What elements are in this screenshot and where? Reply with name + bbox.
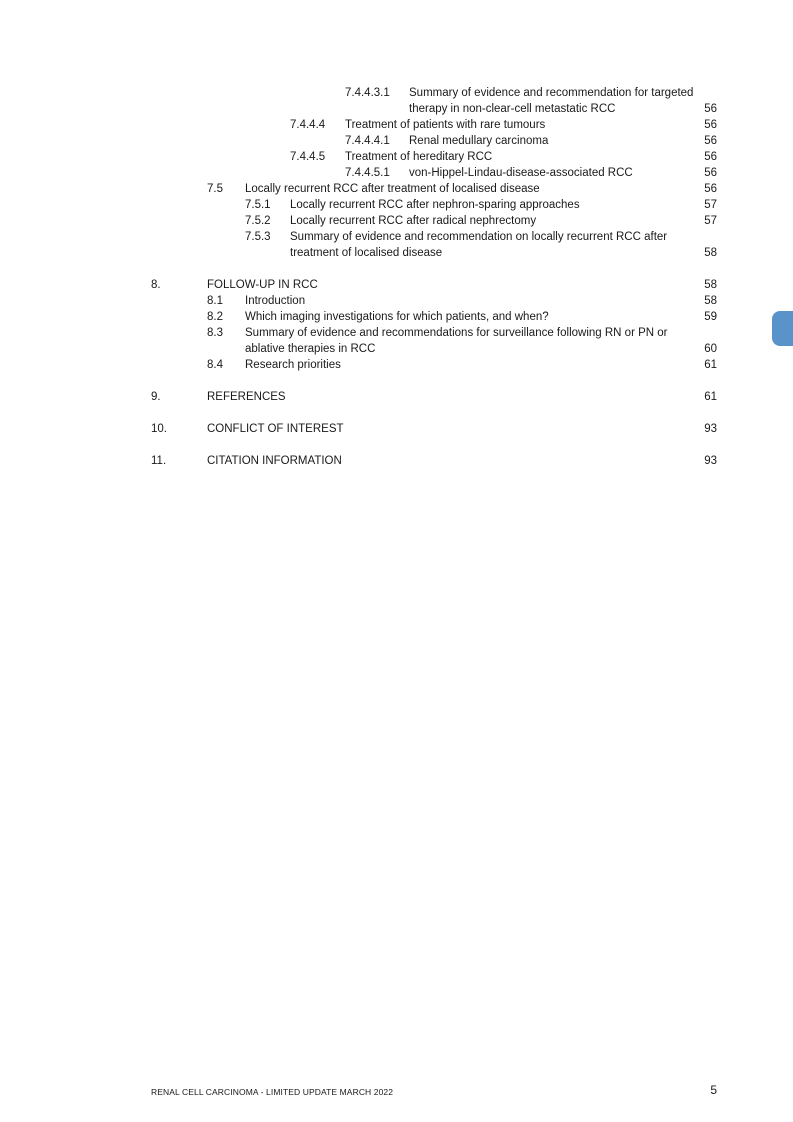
toc-number: 8.2 (207, 311, 223, 323)
toc-entry-link[interactable]: Locally recurrent RCC after radical nephrectomy (290, 215, 537, 227)
toc-number: 7.4.4.5 (290, 151, 326, 163)
footer-page-number: 5 (710, 1083, 717, 1097)
toc-page-number: 58 (704, 247, 717, 259)
toc-page-number: 56 (704, 183, 717, 195)
toc-entry-link[interactable]: ablative therapies in RCC (245, 343, 376, 355)
toc-entry-link[interactable]: Summary of evidence and recommendation on locally recurrent RCC after (290, 231, 668, 243)
section-tab-marker (772, 311, 793, 346)
toc-page-number: 56 (704, 103, 717, 115)
toc-entry-link[interactable]: REFERENCES (207, 391, 286, 403)
toc-number: 7.5.1 (245, 199, 271, 211)
toc-number: 8.1 (207, 295, 223, 307)
toc-page-number: 56 (704, 135, 717, 147)
toc-page-number: 60 (704, 343, 717, 355)
toc-number: 8.4 (207, 359, 223, 371)
toc-number: 9. (151, 391, 161, 403)
toc-page-number: 57 (704, 199, 717, 211)
toc-number: 10. (151, 423, 167, 435)
toc-number: 7.5.3 (245, 231, 271, 243)
toc-page-number: 56 (704, 167, 717, 179)
toc-entry-link[interactable]: Summary of evidence and recommendation for targeted (409, 87, 694, 99)
toc-page-number: 56 (704, 151, 717, 163)
toc-entry-link[interactable]: Locally recurrent RCC after nephron-sparing approaches (290, 199, 580, 211)
toc-number: 7.5.2 (245, 215, 271, 227)
toc-page-number: 56 (704, 119, 717, 131)
toc-entry-link[interactable]: Which imaging investigations for which patients, and when? (245, 311, 549, 323)
toc-number: 7.4.4.3.1 (345, 87, 390, 99)
toc-entry-link[interactable]: Summary of evidence and recommendations for surveillance following RN or PN or (245, 327, 668, 339)
toc-number: 7.5 (207, 183, 223, 195)
toc-entry-link[interactable]: Treatment of patients with rare tumours (345, 119, 546, 131)
toc-page-number: 61 (704, 359, 717, 371)
toc-number: 7.4.4.5.1 (345, 167, 390, 179)
toc-page-number: 58 (704, 295, 717, 307)
toc-entry-link[interactable]: treatment of localised disease (290, 247, 443, 259)
toc-page-number: 61 (704, 391, 717, 403)
toc-page-number: 93 (704, 423, 717, 435)
toc-page-number: 58 (704, 279, 717, 291)
toc-number: 8. (151, 279, 161, 291)
toc-entry-link[interactable]: Locally recurrent RCC after treatment of localised disease (245, 183, 540, 195)
footer-document-title: RENAL CELL CARCINOMA - LIMITED UPDATE MARCH 2022 (151, 1087, 394, 1097)
toc-entry-link[interactable]: Introduction (245, 295, 306, 307)
toc-entry-link[interactable]: CITATION INFORMATION (207, 455, 342, 467)
toc-entry-link[interactable]: CONFLICT OF INTEREST (207, 423, 344, 435)
toc-page-number: 93 (704, 455, 717, 467)
toc-entry-link[interactable]: Treatment of hereditary RCC (345, 151, 493, 163)
toc-entry-link[interactable]: Research priorities (245, 359, 341, 371)
toc-entry-link[interactable]: FOLLOW-UP IN RCC (207, 279, 318, 291)
toc-number: 8.3 (207, 327, 223, 339)
toc-entry-link[interactable]: von-Hippel-Lindau-disease-associated RCC (409, 167, 633, 179)
toc-page-number: 59 (704, 311, 717, 323)
toc-number: 11. (151, 455, 167, 467)
toc-number: 7.4.4.4.1 (345, 135, 390, 147)
toc-entry-link[interactable]: therapy in non-clear-cell metastatic RCC (409, 103, 616, 115)
toc-number: 7.4.4.4 (290, 119, 326, 131)
toc-page-number: 57 (704, 215, 717, 227)
toc-entry-link[interactable]: Renal medullary carcinoma (409, 135, 549, 147)
